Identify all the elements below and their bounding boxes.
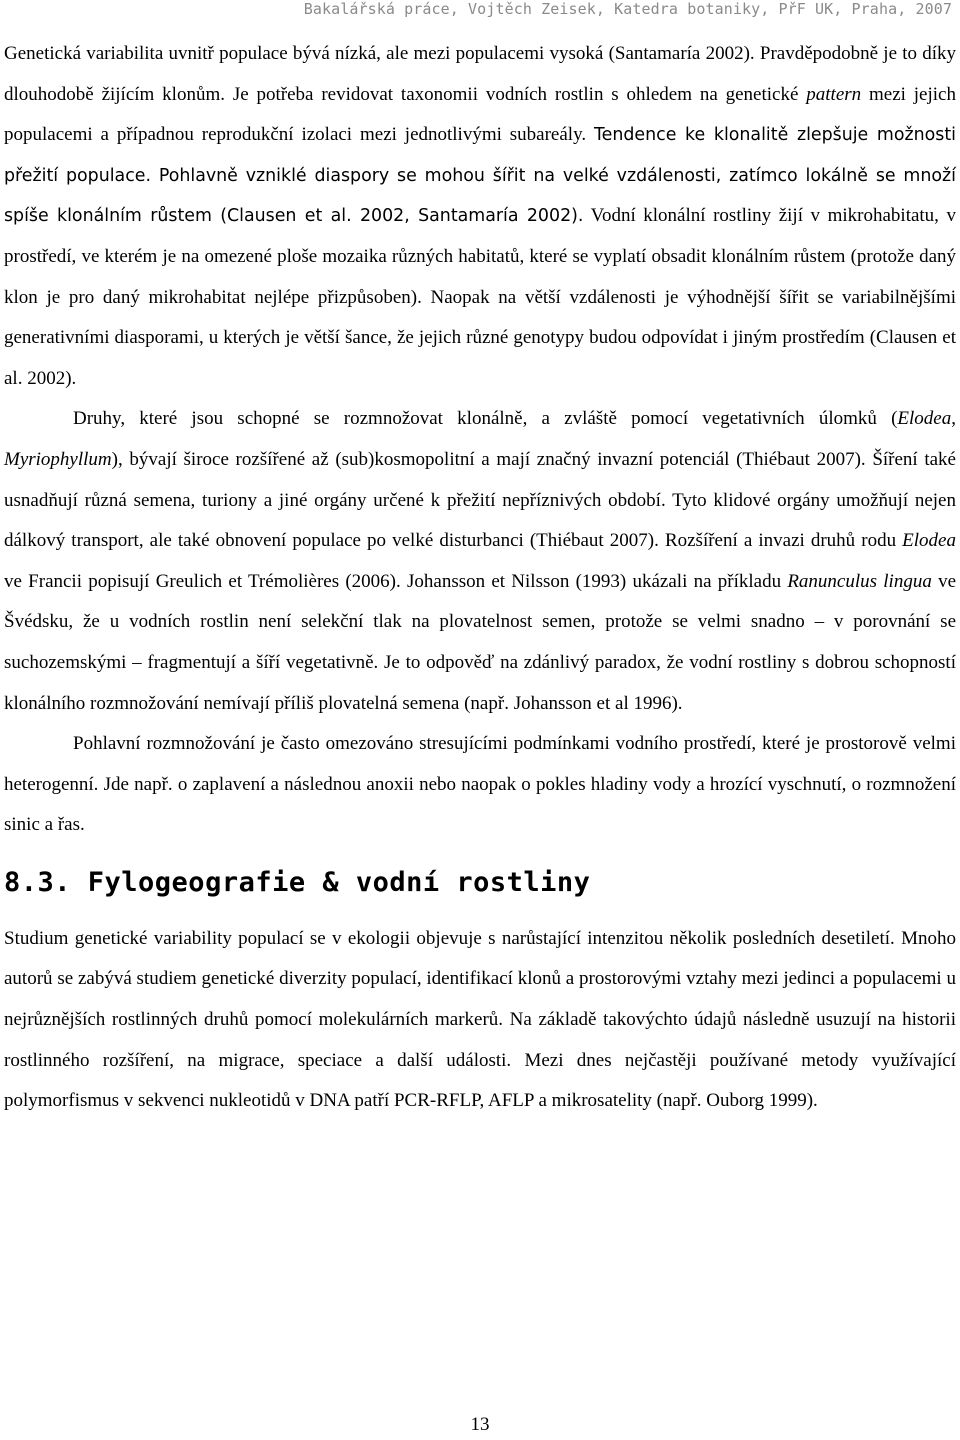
italic-taxon: Elodea — [902, 530, 956, 552]
text-run: ), bývají široce rozšířené až (sub)kosmopolitní a mají značný invazní potenciál (Thiébaut 2007). Šíření také usnadňují různá semena, turiony a jiné orgány určené k přežití nepříznivých období. Tyto klidové orgány umožňují nejen dálkový transport, ale také obnovení populace po velké disturbanci (Thiébaut 2007). Rozšíření a invazi druhů rodu — [4, 448, 956, 552]
paragraph-sexual-reproduction: Pohlavní rozmnožování je často omezováno stresujícími podmínkami vodního prostředí, které je prostorově velmi heterogenní. Jde např. o zaplavení a následnou anoxii nebo naopak o pokles hladiny vody a hrozící vyschnutí, o rozmnožení sinic a řas. — [4, 733, 956, 836]
italic-taxon: Elodea — [897, 408, 952, 430]
text-run: , — [951, 408, 956, 430]
page-body — [4, 34, 956, 1122]
text-run: mezi jejich populacemi a případnou reprodukční izolaci mezi jednotlivými subareály. — [4, 83, 956, 146]
paragraph-phylogeography: Studium genetické variability populací se v ekologii objevuje s narůstající intenzitou několik posledních desetiletí. Mnoho autorů se zabývá studiem genetické diverzity populací, identifikací klonů a prostorovými vztahy mezi jedinci a populacemi u nejrůznějších rostlinných druhů pomocí molekulárních markerů. Na základě takovýchto údajů následně usuzují na historii rostlinného rozšíření, na migrace, speciace a další události. Mezi dnes nejčastěji používané metody využívající polymorfismus v sekvenci nukleotidů v DNA patří PCR-RFLP, AFLP a mikrosatelity (např. Ouborg 1999). — [4, 927, 956, 1112]
paragraph-genetic-variability — [4, 34, 956, 399]
text-run: ve Švédsku, že u vodních rostlin není selekční tlak na plovatelnost semen, protože se velmi snadno – v porovnání se suchozemskými – fragmentují a šíří vegetativně. Je to odpověď na zdánlivý paradox, že vodní rostliny s dobrou schopností klonálního rozmnožování nemívají příliš plovatelná semena (např. Johansson et al 1996). — [4, 570, 956, 714]
paragraph-clonal-species — [4, 399, 956, 724]
text-run: Vodní klonální rostliny žijí v mikrohabitatu, v prostředí, ve kterém je na omezené ploše mozaika různých habitatů, které se vyplatí obsadit klonálním růstem (protože daný klon je pro daný mikrohabitat nejlépe přizpůsoben). — [4, 205, 956, 308]
page-number: 13 — [470, 1414, 490, 1435]
running-header: Bakalářská práce, Vojtěch Zeisek, Katedra botaniky, PřF UK, Praha, 2007 — [303, 0, 952, 18]
text-run: Tendence ke klonalitě zlepšuje možnosti přežití populace. Pohlavně vzniklé diaspory se mohou šířit na velké vzdálenosti, zatímco lokálně se množí spíše klonálním růstem (Clausen et al. 2002, Santamaría 2002). — [4, 125, 956, 227]
italic-taxon: Myriophyllum — [4, 448, 112, 470]
text-run: Druhy, které jsou schopné se rozmnožovat klonálně, a zvláště pomocí vegetativních úlomků ( — [73, 408, 898, 430]
italic-taxon: Ranunculus lingua — [787, 570, 932, 592]
text-run: Naopak na větší vzdálenosti je výhodnější šířit se variabilnějšími generativními diasporami, u kterých je větší šance, že jejich různé genotypy budou odpovídat i jiným prostředím (Clausen et al. 2002). — [4, 286, 956, 389]
text-run: Genetická variabilita uvnitř populace bývá nízká, ale mezi populacemi vysoká (Santamaría 2002). Pravděpodobně je to díky dlouhodobě žijícím klonům. Je potřeba revidovat taxonomii vodních rostlin s ohledem na genetické — [4, 43, 956, 105]
section-heading: 8.3. Fylogeografie & vodní rostliny — [4, 866, 591, 898]
text-run: ve Francii popisují Greulich et Trémolières (2006). Johansson et Nilsson (1993) ukázali na příkladu — [4, 570, 788, 592]
italic-term: pattern — [806, 83, 862, 105]
